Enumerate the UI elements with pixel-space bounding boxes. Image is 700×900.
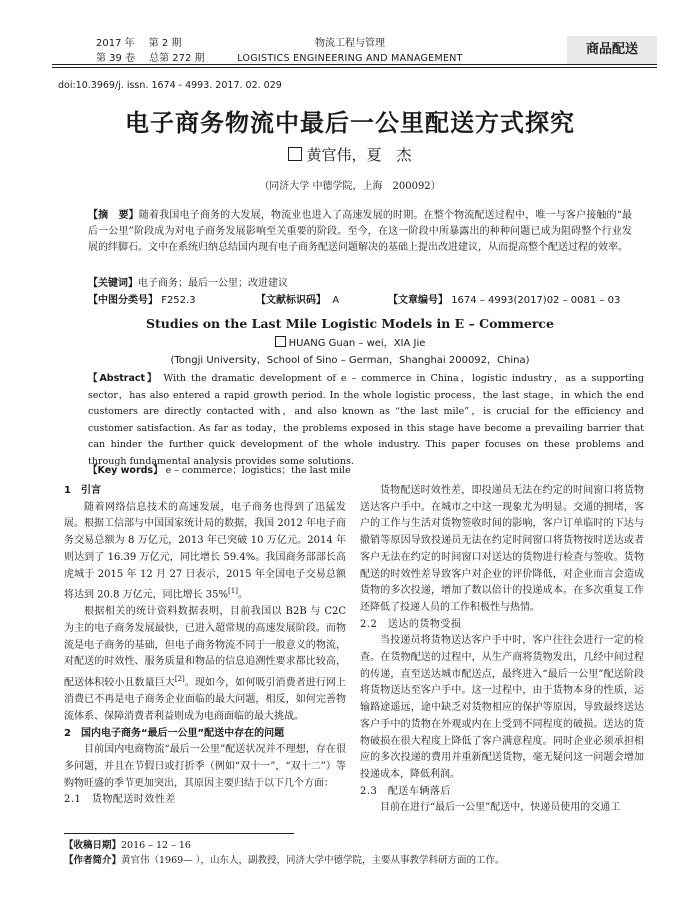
body-left-column <box>64 483 346 809</box>
volume: 第 39 卷 <box>96 53 136 64</box>
article-number: 【文章编号】 1674 – 4993(2017)02 – 0081 – 03 <box>388 295 621 306</box>
subsection-2-2-heading: 2.2 送达的货物受损 <box>360 618 462 630</box>
header-rule-thin <box>52 67 657 68</box>
journal-name <box>200 36 500 66</box>
paragraph-6: 目前在进行“最后一公里”配送中，快递员使用的交通工 <box>380 802 621 814</box>
footnotes <box>64 838 504 868</box>
english-authors <box>200 334 500 349</box>
journal-name-cn: 物流工程与管理 <box>315 38 385 49</box>
abstract-cn <box>88 208 632 256</box>
author-bio: 【作者简介】黄官伟（1969— ），山东人，副教授，同济大学中德学院，主要从事教学科研方面的工作。 <box>64 855 505 866</box>
keywords-cn-text: 电子商务；最后一公里；改进建议 <box>138 278 288 289</box>
year: 2017 年 <box>96 38 135 49</box>
abstract-en-text: With the dramatic development of e – commerce in China，logistic industry，as a supporting sector，has also entered a rapid growth period. In the whole logistic process，the last stage，in which the end customers are directly contacted with，and also known as “the last mile”，is crucial for the efficiency and customer satisfaction. As far as today，the problems exposed in this stage have become a prevailing barrier that can hinder the further quick development of the whole industry. This paper focuses on these problems and through fundamental analysis provides some solutions. <box>88 373 645 467</box>
affiliation: （同济大学 中德学院，上海 200092） <box>259 181 441 192</box>
issue: 第 2 期 <box>148 38 182 49</box>
header-rule <box>52 64 657 65</box>
total-issue: 总第 272 期 <box>149 53 205 64</box>
authors <box>200 144 500 165</box>
journal-name-en: LOGISTICS ENGINEERING AND MANAGEMENT <box>237 53 463 64</box>
authors-text: 黄官伟，夏 杰 <box>306 146 412 164</box>
section-1-heading: 1 引言 <box>64 485 101 496</box>
keywords-en-text: e – commerce；logistics；the last mile <box>165 465 351 476</box>
paragraph-1: 随着网络信息技术的高速发展，电子商务也得到了迅猛发展。根据工信部与中国国家统计局的数据，我国 2012 年电子商务交易总额为 8 万亿元，2013 年已突破 10 万亿元。2014 年则达到了 16.39 万亿元，同比增长 59.4%。我国商务部部长高虎城于 2015 年 12 月 27 日表示，2015 年全国电子交易总额将达到 20.8 万亿元，同比增长 35%[1]。 <box>64 501 346 601</box>
doc-code: 【文献标识码】 A <box>256 295 340 306</box>
footnote-rule <box>64 833 294 834</box>
abstract-en-label: 【Abstract】 <box>88 373 159 384</box>
author-box-icon <box>275 336 286 347</box>
english-authors-text: HUANG Guan – wei，XIA Jie <box>288 338 426 349</box>
keywords-cn <box>88 274 288 289</box>
subsection-2-3-heading: 2.3 配送车辆落后 <box>360 785 451 797</box>
keywords-cn-label: 【关键词】 <box>88 278 138 289</box>
english-title: Studies on the Last Mile Logistic Models in E – Commerce <box>145 316 554 331</box>
section-badge: 商品配送 <box>567 36 657 64</box>
section-2-heading: 2 国内电子商务“最后一公里”配送中存在的问题 <box>64 727 285 739</box>
paper-title: 电子商务物流中最后一公里配送方式探究 <box>125 109 575 137</box>
keywords-en-label: 【Key words】 <box>88 465 163 476</box>
subsection-2-1-heading: 2.1 货物配送时效性差 <box>64 794 176 806</box>
paragraph-2: 根据相关的统计资料数据表明，目前我国以 B2B 与 C2C 为主的电子商务发展最快，已进入超常规的高速发展阶段。而物流是电子商务的基础，但电子商务物流不同于一般意义的物流，对配送的时效性、服务质量和物品的信息追溯性要求都比较高，配送体积较小且数量巨大[2]。现如今，如何吸引消费者进行网上消费已不再是电子商务企业面临的最大问题，相反，如何完善物流体系、保障消费者利益则成为电商面临的最大挑战。 <box>64 606 347 722</box>
clc-number: 【中图分类号】 F252.3 <box>88 295 196 306</box>
paragraph-4: 货物配送时效性差，即投递员无法在约定的时间窗口将货物送达客户手中。在城市之中这一现象尤为明显。交通的拥堵，客户的工作与生活对货物签收时间的影响，客户订单临时的下达与撤销等原因导致投递员无法在约定时间窗口将货物按时送达或者客户无法在约定的时间窗口对送达的货物进行检查与签收。货物配送的时效性差导致客户对企业的评价降低，对企业而言会造成货物的多次投递，增加了数以倍计的投递成本。在多次重复工作还降低了投递人员的工作积极性与热情。 <box>360 485 644 613</box>
english-affiliation: (Tongji University，School of Sino – German，Shanghai 200092，China) <box>170 355 530 366</box>
abstract-cn-text: 随着我国电子商务的大发展，物流业也进入了高速发展的时期。在整个物流配送过程中，唯一与客户接触的“最后一公里”阶段成为对电子商务发展影响至关重要的阶段。至今，在这一阶段中所暴露出的种种问题已成为阻碍整个行业发展的绊脚石。文中在系统归纳总结国内现有电子商务配送问题解决的基础上提出改进建议，从而提高整个配送过程的效率。 <box>88 210 632 253</box>
citation-1[interactable]: [1] <box>228 587 238 596</box>
doi: doi:10.3969/j. issn. 1674 - 4993. 2017. 02. 029 <box>58 80 282 91</box>
received-date: 【收稿日期】2016 – 12 – 16 <box>64 840 191 851</box>
abstract-en <box>88 371 644 470</box>
paragraph-5: 当投递员将货物送达客户手中时，客户往往会进行一定的检查。在货物配送的过程中，从生产商将货物发出，几经中间过程的传递，直至送达城市配送点，最终进入“最后一公里”配送阶段将货物送达至客户手中。这一过程中，由于货物本身的性质，运输路途遥远，途中缺乏对货物相应的保护等原因，导致最终送达客户手中的货物在外观或内在上受到不同程度的破损。送达的货物破损在很大程度上降低了客户满意程度。同时企业必须承担相应的多次投递的费用并重新配送货物，毫无疑问这一问题会增加投递成本，降低利润。 <box>360 635 644 780</box>
citation-2[interactable]: [2] <box>174 675 185 684</box>
body-right-column <box>360 483 644 817</box>
author-box-icon <box>288 147 302 161</box>
keywords-en <box>88 462 351 476</box>
paragraph-3: 目前国内电商物流“最后一公里”配送状况并不理想，存在很多问题，并且在节假日或打折季（例如“双十一”，“双十二”）等购物旺盛的季节更加突出，其原因主要归结于以下几个方面： <box>64 744 346 789</box>
abstract-cn-label: 【摘 要】 <box>88 210 139 221</box>
